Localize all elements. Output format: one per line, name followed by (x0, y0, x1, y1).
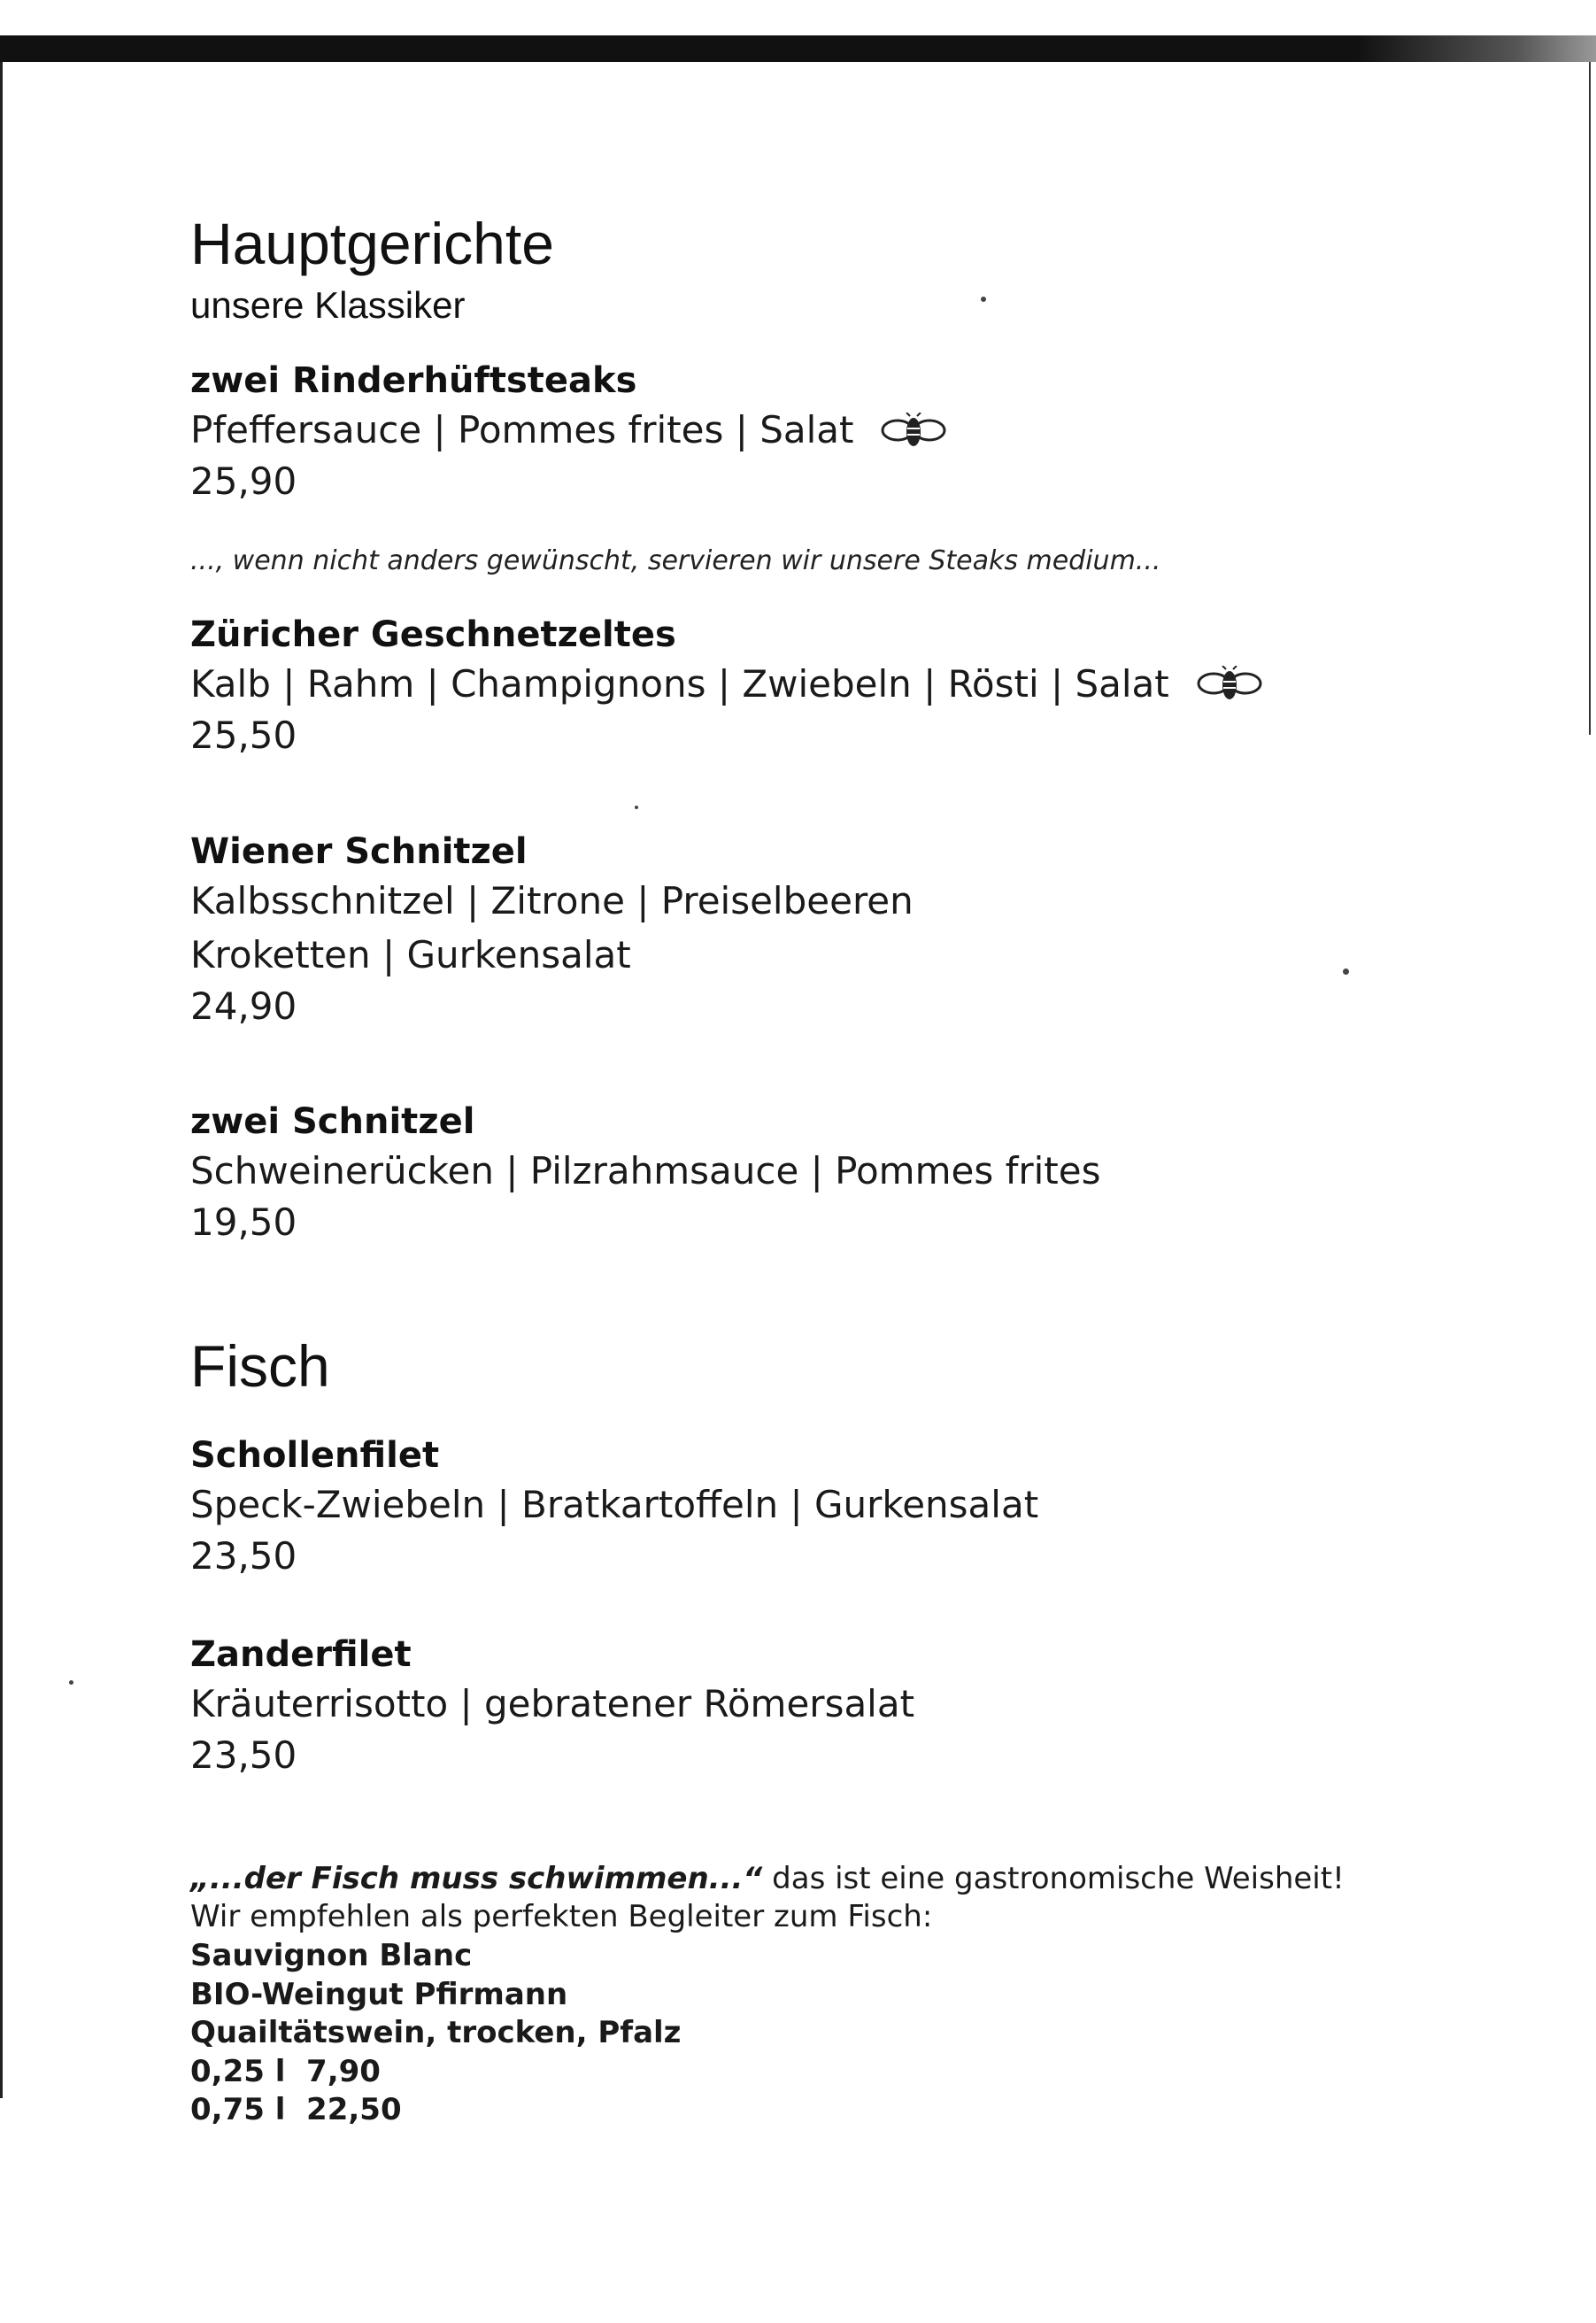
wine-price-small: 0,25 l 7,90 (190, 2053, 381, 2089)
item-name: Zanderfilet (190, 1634, 412, 1676)
right-scan-edge (1589, 62, 1591, 735)
section-title-main: Hauptgerichte (190, 211, 554, 276)
wine-quote-rest: das ist eine gastronomische Weisheit! (762, 1860, 1345, 1896)
item-description: Kalbsschnitzel | Zitrone | Preiselbeeren (190, 879, 914, 923)
item-description: Schweinerücken | Pilzrahmsauce | Pommes frites (190, 1148, 1101, 1192)
menu-page (190, 211, 1518, 2130)
item-name: zwei Rinderhüftsteaks (190, 360, 637, 402)
wine-winery: BIO-Weingut Pfirmann (190, 1976, 568, 2012)
item-price: 25,50 (190, 713, 297, 757)
wine-quote: „...der Fisch muss schwimmen...“ (190, 1860, 763, 1896)
item-description (190, 404, 1518, 458)
item-description: Kräuterrisotto | gebratener Römersalat (190, 1682, 915, 1726)
bee-icon (1194, 666, 1265, 703)
item-description: Kroketten | Gurkensalat (190, 933, 631, 977)
item-name: Züricher Geschnetzeltes (190, 614, 676, 655)
left-scan-edge (0, 62, 3, 2098)
item-description: Speck-Zwiebeln | Bratkartoffeln | Gurkensalat (190, 1483, 1039, 1526)
menu-item-zanderfilet (190, 1632, 1518, 1779)
item-description-text: Kalb | Rahm | Champignons | Zwiebeln | Rösti | Salat (190, 661, 1169, 706)
wine-name: Sauvignon Blanc (190, 1938, 473, 1973)
top-scan-bar (0, 35, 1596, 62)
section-title-fish: Fisch (190, 1333, 330, 1400)
menu-item-wiener-schnitzel (190, 829, 1518, 1030)
steak-note: ..., wenn nicht anders gewünscht, servieren wir unsere Steaks medium... (190, 544, 1161, 576)
item-price: 23,50 (190, 1533, 297, 1578)
item-price: 24,90 (190, 984, 297, 1029)
section-subtitle-main: unsere Klassiker (190, 283, 466, 326)
item-price: 23,50 (190, 1733, 297, 1778)
scan-speck (69, 1680, 73, 1685)
item-name: zwei Schnitzel (190, 1100, 475, 1142)
menu-item-schollenfilet (190, 1432, 1518, 1580)
item-name: Schollenfilet (190, 1435, 440, 1476)
item-name: Wiener Schnitzel (190, 831, 528, 873)
item-price: 19,50 (190, 1200, 297, 1244)
wine-recommendation (190, 1860, 1518, 2130)
item-description (190, 658, 1518, 712)
wine-price-large: 0,75 l 22,50 (190, 2092, 402, 2128)
menu-item-rinderhueftsteaks (190, 358, 1518, 506)
wine-quote-line (190, 1860, 1518, 1899)
menu-item-zwei-schnitzel (190, 1099, 1518, 1246)
bee-icon (878, 413, 949, 450)
item-price: 25,90 (190, 459, 297, 504)
menu-item-zuericher-geschnetzeltes (190, 612, 1518, 760)
wine-recommend-text: Wir empfehlen als perfekten Begleiter zum Fisch: (190, 1899, 933, 1935)
item-description-text: Pfeffersauce | Pommes frites | Salat (190, 408, 854, 452)
wine-quality: Quailtätswein, trocken, Pfalz (190, 2015, 682, 2051)
